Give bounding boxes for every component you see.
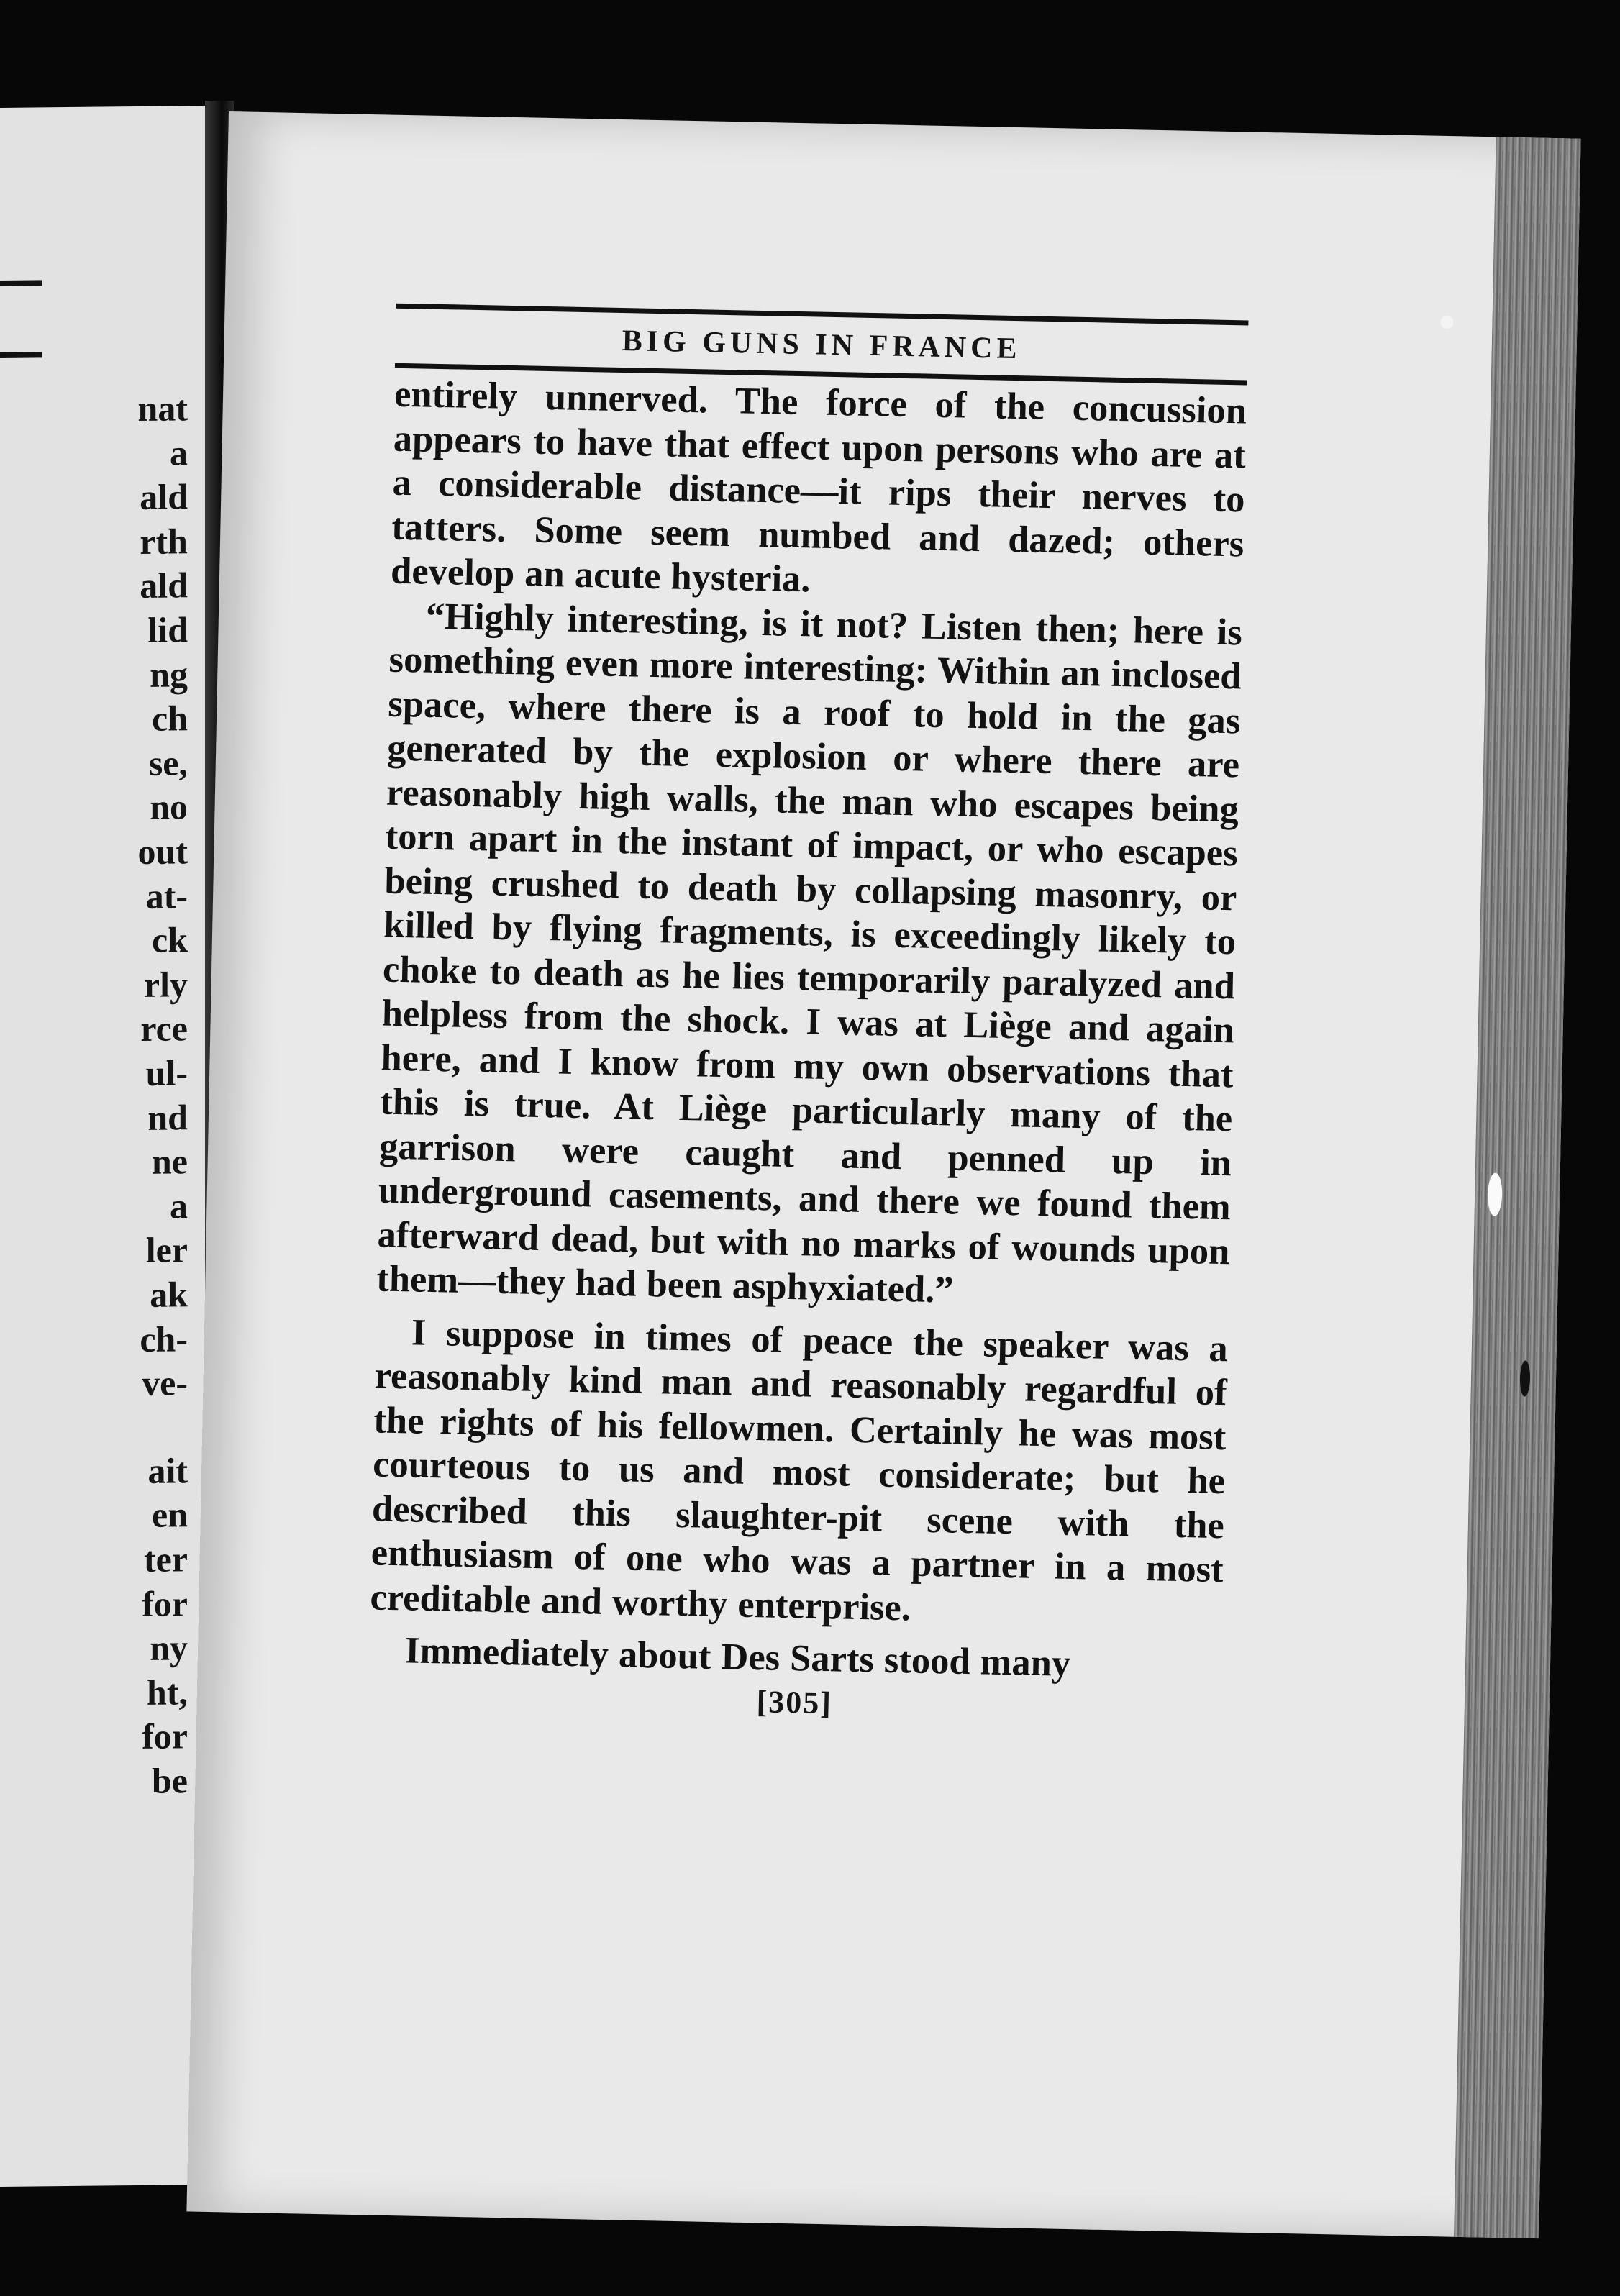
- left-page-fragment: ch-: [140, 1318, 188, 1359]
- left-page-fragment: nd: [147, 1096, 188, 1138]
- running-head: BIG GUNS IN FRANCE: [622, 324, 1021, 366]
- left-page-fragment: ht,: [147, 1672, 188, 1713]
- left-head-rule-top: [0, 280, 42, 286]
- left-page-fragment: rce: [140, 1008, 188, 1049]
- left-page-fragment: ul-: [145, 1052, 188, 1093]
- left-page-fragment: for: [142, 1716, 188, 1757]
- page-edge-stack: [1454, 137, 1581, 2238]
- left-page-fragment: en: [152, 1494, 188, 1536]
- left-page-fragment: a: [170, 1185, 188, 1226]
- left-page-fragment: ve-: [142, 1362, 188, 1404]
- left-page-fragment: nat: [137, 388, 188, 429]
- left-page-fragment: ch: [152, 698, 188, 739]
- left-page-fragment: ck: [152, 919, 188, 960]
- left-page-fragment: ter: [143, 1539, 188, 1580]
- left-page-fragment: no: [150, 786, 188, 828]
- left-page-fragment: ak: [150, 1274, 188, 1315]
- left-page-fragment: a: [170, 432, 188, 473]
- left-page-fragment: for: [142, 1582, 188, 1624]
- left-page-fragment: ler: [145, 1229, 188, 1271]
- left-page-fragment: lid: [147, 609, 188, 650]
- paragraph: entirely unnerved. The force of the concussion appears to have that effect upon persons who are at a considerable distance—it rips their nerves to tatters. Some seem numbed and dazed; others develop an acute hysteria.: [390, 373, 1247, 601]
- left-page-fragment: out: [137, 831, 188, 872]
- left-facing-page: [0, 106, 208, 2187]
- left-page-fragment: rth: [140, 521, 188, 562]
- left-page-fragment: ait: [147, 1450, 188, 1491]
- text-block: [368, 304, 1248, 1729]
- paper-speck: [1440, 316, 1453, 329]
- left-page-fragment: ne: [152, 1141, 188, 1182]
- paragraph: Immediately about Des Sarts stood many: [404, 1629, 1071, 1685]
- left-head-rule-bottom: [0, 352, 42, 358]
- left-page-fragment: ng: [150, 653, 188, 695]
- body-text: [368, 373, 1247, 1690]
- left-page-fragment: se,: [148, 742, 188, 783]
- paragraph: “Highly interesting, is it not? Listen then; here is something even more interesting: Within an inclosed space, where there is a roof to hold in the gas generated by the explosion or where there are reasonably high walls, the man who escapes being torn apart in the instant of impact, or who escapes being crushed to death by collapsing masonry, or killed by flying fragments, is exceedingly likely to choke to death as he lies temporarily paralyzed and helpless from the shock. I was at Liège and again here, and I know from my own observations that this is true. At Liège particularly many of the garrison were caught and penned up in underground casements, and there we found them afterward dead, but with no marks of wounds upon them—they had been asphyxiated.”: [376, 595, 1243, 1311]
- left-page-fragment: at-: [145, 875, 188, 916]
- right-page: [186, 111, 1580, 2238]
- left-page-fragment: be: [152, 1760, 188, 1801]
- left-page-fragment: ny: [150, 1627, 188, 1669]
- left-page-text-fragments: [0, 106, 205, 1801]
- paragraph: I suppose in times of peace the speaker was a reasonably kind man and reasonably regardful of the rights of his fellowmen. Certainly he was most courteous to us and most considerate; but he described this slaughter-pit scene with the enthusiasm of one who was a partner in a most creditable and worthy enterprise.: [370, 1311, 1229, 1629]
- page-number: [305]: [756, 1683, 833, 1721]
- left-page-fragment: ald: [140, 476, 188, 518]
- left-page-fragment: rly: [143, 964, 188, 1005]
- left-page-fragment: ald: [140, 565, 188, 606]
